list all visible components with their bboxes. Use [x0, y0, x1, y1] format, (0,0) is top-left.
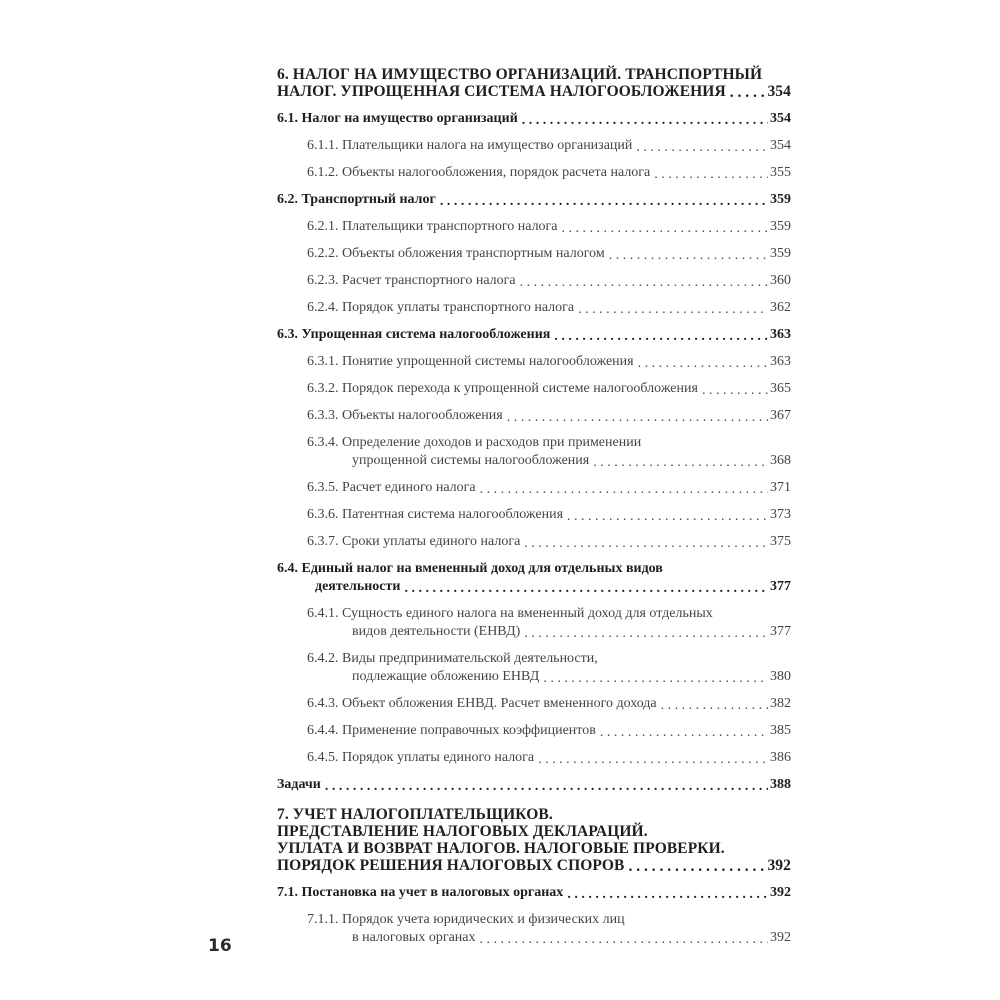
- page-ref: 380: [770, 669, 791, 684]
- toc-label: 6.4.4. Применение поправочных коэффициентов: [307, 722, 600, 740]
- toc-label: 6.3.6. Патентная система налогообложения: [307, 506, 567, 524]
- dot-leader: [654, 168, 768, 182]
- dot-leader: [730, 85, 766, 101]
- toc-label-line-1: 6.4.2. Виды предпринимательской деятельности,: [307, 651, 598, 666]
- toc-label-line-2: видов деятельности (ЕНВД): [352, 623, 524, 641]
- toc-label: 6.3. Упрощенная система налогообложения: [277, 326, 554, 344]
- page-ref: 359: [770, 246, 791, 261]
- toc-label: 6.3.5. Расчет единого налога: [307, 479, 480, 497]
- dot-leader: [524, 627, 768, 641]
- page-ref: 392: [770, 930, 791, 945]
- toc-subsection-6-3-3[interactable]: [307, 407, 791, 425]
- page-number: 16: [208, 936, 232, 956]
- toc-subsection-6-2-1[interactable]: [307, 218, 791, 236]
- dot-leader: [567, 510, 768, 524]
- toc-subsection-6-4-5[interactable]: [307, 749, 791, 767]
- dot-leader: [562, 222, 768, 236]
- page-ref: 371: [770, 480, 791, 495]
- toc-label: 6.3.2. Порядок перехода к упрощенной системе налогообложения: [307, 380, 702, 398]
- toc-label: 6.2.1. Плательщики транспортного налога: [307, 218, 562, 236]
- dot-leader: [593, 456, 768, 470]
- toc-subsection-6-3-1[interactable]: [307, 353, 791, 371]
- dot-leader: [522, 114, 768, 128]
- page-ref: 355: [770, 165, 791, 180]
- page-ref: 359: [770, 192, 791, 207]
- page-ref: 354: [770, 111, 791, 126]
- dot-leader: [636, 141, 768, 155]
- chapter-title-line: УПЛАТА И ВОЗВРАТ НАЛОГОВ. НАЛОГОВЫЕ ПРОВЕРКИ.: [277, 840, 725, 857]
- dot-leader: [609, 249, 768, 263]
- dot-leader: [480, 483, 768, 497]
- page-ref: 388: [770, 777, 791, 792]
- page-ref: 382: [770, 696, 791, 711]
- chapter-title-line: НАЛОГ. УПРОЩЕННАЯ СИСТЕМА НАЛОГООБЛОЖЕНИЯ: [277, 83, 730, 100]
- toc-label-line-2: подлежащие обложению ЕНВД: [352, 668, 543, 686]
- chapter-title-line: 6. НАЛОГ НА ИМУЩЕСТВО ОРГАНИЗАЦИЙ. ТРАНСПОРТНЫЙ: [277, 66, 763, 83]
- toc-label: 6.4.3. Объект обложения ЕНВД. Расчет вмененного дохода: [307, 695, 661, 713]
- dot-leader: [520, 276, 768, 290]
- dot-leader: [702, 384, 768, 398]
- toc-label: 6.1.1. Плательщики налога на имущество организаций: [307, 137, 636, 155]
- toc-subsection-6-3-5[interactable]: [307, 479, 791, 497]
- page-ref: 363: [770, 354, 791, 369]
- toc-subsection-6-2-2[interactable]: [307, 245, 791, 263]
- dot-leader: [325, 780, 768, 794]
- toc-label: 7.1. Постановка на учет в налоговых органах: [277, 884, 567, 902]
- toc-subsection-6-4-4[interactable]: [307, 722, 791, 740]
- toc-subsection-6-3-6[interactable]: [307, 506, 791, 524]
- chapter-title-line: ПОРЯДОК РЕШЕНИЯ НАЛОГОВЫХ СПОРОВ: [277, 857, 628, 874]
- page-ref: 354: [767, 83, 791, 100]
- toc-label: 6.4.5. Порядок уплаты единого налога: [307, 749, 538, 767]
- toc-label: 6.2.3. Расчет транспортного налога: [307, 272, 520, 290]
- toc-chapter-7[interactable]: [277, 806, 791, 874]
- page-ref: 385: [770, 723, 791, 738]
- toc-section-7-1[interactable]: [277, 884, 791, 902]
- dot-leader: [404, 582, 768, 596]
- dot-leader: [480, 933, 769, 947]
- toc-label-line-1: 6.3.4. Определение доходов и расходов при применении: [307, 435, 642, 450]
- page-ref: 386: [770, 750, 791, 765]
- dot-leader: [554, 330, 768, 344]
- toc-label-line-2: в налоговых органах: [352, 929, 480, 947]
- page-ref: 375: [770, 534, 791, 549]
- page-ref: 377: [770, 579, 791, 594]
- dot-leader: [524, 537, 768, 551]
- toc-subsection-6-2-3[interactable]: [307, 272, 791, 290]
- toc-label: 6.3.1. Понятие упрощенной системы налогообложения: [307, 353, 638, 371]
- toc-subsection-6-3-2[interactable]: [307, 380, 791, 398]
- toc-label-line-2: деятельности: [315, 578, 404, 596]
- toc-chapter-6[interactable]: [277, 66, 791, 100]
- toc-label: 6.2.2. Объекты обложения транспортным налогом: [307, 245, 609, 263]
- toc-label: 6.3.7. Сроки уплаты единого налога: [307, 533, 524, 551]
- toc-subsection-6-3-7[interactable]: [307, 533, 791, 551]
- toc-subsection-6-4-2[interactable]: [307, 650, 791, 686]
- dot-leader: [578, 303, 768, 317]
- page-ref: 392: [770, 885, 791, 900]
- page-ref: 367: [770, 408, 791, 423]
- dot-leader: [638, 357, 768, 371]
- toc-subsection-6-4-1[interactable]: [307, 605, 791, 641]
- dot-leader: [628, 859, 765, 875]
- page-ref: 373: [770, 507, 791, 522]
- toc-subsection-6-1-1[interactable]: [307, 137, 791, 155]
- toc-tasks[interactable]: [277, 776, 791, 794]
- dot-leader: [543, 672, 768, 686]
- toc-label: 6.3.3. Объекты налогообложения: [307, 407, 507, 425]
- toc-subsection-6-1-2[interactable]: [307, 164, 791, 182]
- dot-leader: [600, 726, 768, 740]
- toc-section-6-2[interactable]: [277, 191, 791, 209]
- dot-leader: [538, 753, 768, 767]
- dot-leader: [567, 888, 768, 902]
- toc-section-6-3[interactable]: [277, 326, 791, 344]
- page-ref: 360: [770, 273, 791, 288]
- toc-subsection-6-3-4[interactable]: [307, 434, 791, 470]
- table-of-contents: [277, 66, 791, 947]
- page-ref: 392: [767, 857, 791, 874]
- chapter-title-line: 7. УЧЕТ НАЛОГОПЛАТЕЛЬЩИКОВ.: [277, 806, 553, 823]
- toc-label-line-2: упрощенной системы налогообложения: [352, 452, 593, 470]
- page-ref: 368: [770, 453, 791, 468]
- toc-subsection-6-2-4[interactable]: [307, 299, 791, 317]
- toc-subsection-6-4-3[interactable]: [307, 695, 791, 713]
- toc-label-line-1: 6.4. Единый налог на вмененный доход для отдельных видов: [277, 561, 663, 576]
- toc-label-line-1: 6.4.1. Сущность единого налога на вмененный доход для отдельных: [307, 606, 713, 621]
- toc-label: 6.1.2. Объекты налогообложения, порядок расчета налога: [307, 164, 654, 182]
- toc-label: Задачи: [277, 776, 325, 794]
- toc-label: 6.2. Транспортный налог: [277, 191, 440, 209]
- toc-section-6-4[interactable]: [277, 560, 791, 596]
- page-ref: 362: [770, 300, 791, 315]
- dot-leader: [507, 411, 768, 425]
- toc-label-line-1: 7.1.1. Порядок учета юридических и физических лиц: [307, 912, 625, 927]
- dot-leader: [661, 699, 768, 713]
- toc-section-6-1[interactable]: [277, 110, 791, 128]
- toc-label: 6.1. Налог на имущество организаций: [277, 110, 522, 128]
- page-ref: 363: [770, 327, 791, 342]
- page-ref: 359: [770, 219, 791, 234]
- page-ref: 377: [770, 624, 791, 639]
- page-ref: 354: [770, 138, 791, 153]
- dot-leader: [440, 195, 768, 209]
- toc-label: 6.2.4. Порядок уплаты транспортного налога: [307, 299, 578, 317]
- chapter-title-line: ПРЕДСТАВЛЕНИЕ НАЛОГОВЫХ ДЕКЛАРАЦИЙ.: [277, 823, 648, 840]
- toc-subsection-7-1-1[interactable]: [307, 911, 791, 947]
- page-ref: 365: [770, 381, 791, 396]
